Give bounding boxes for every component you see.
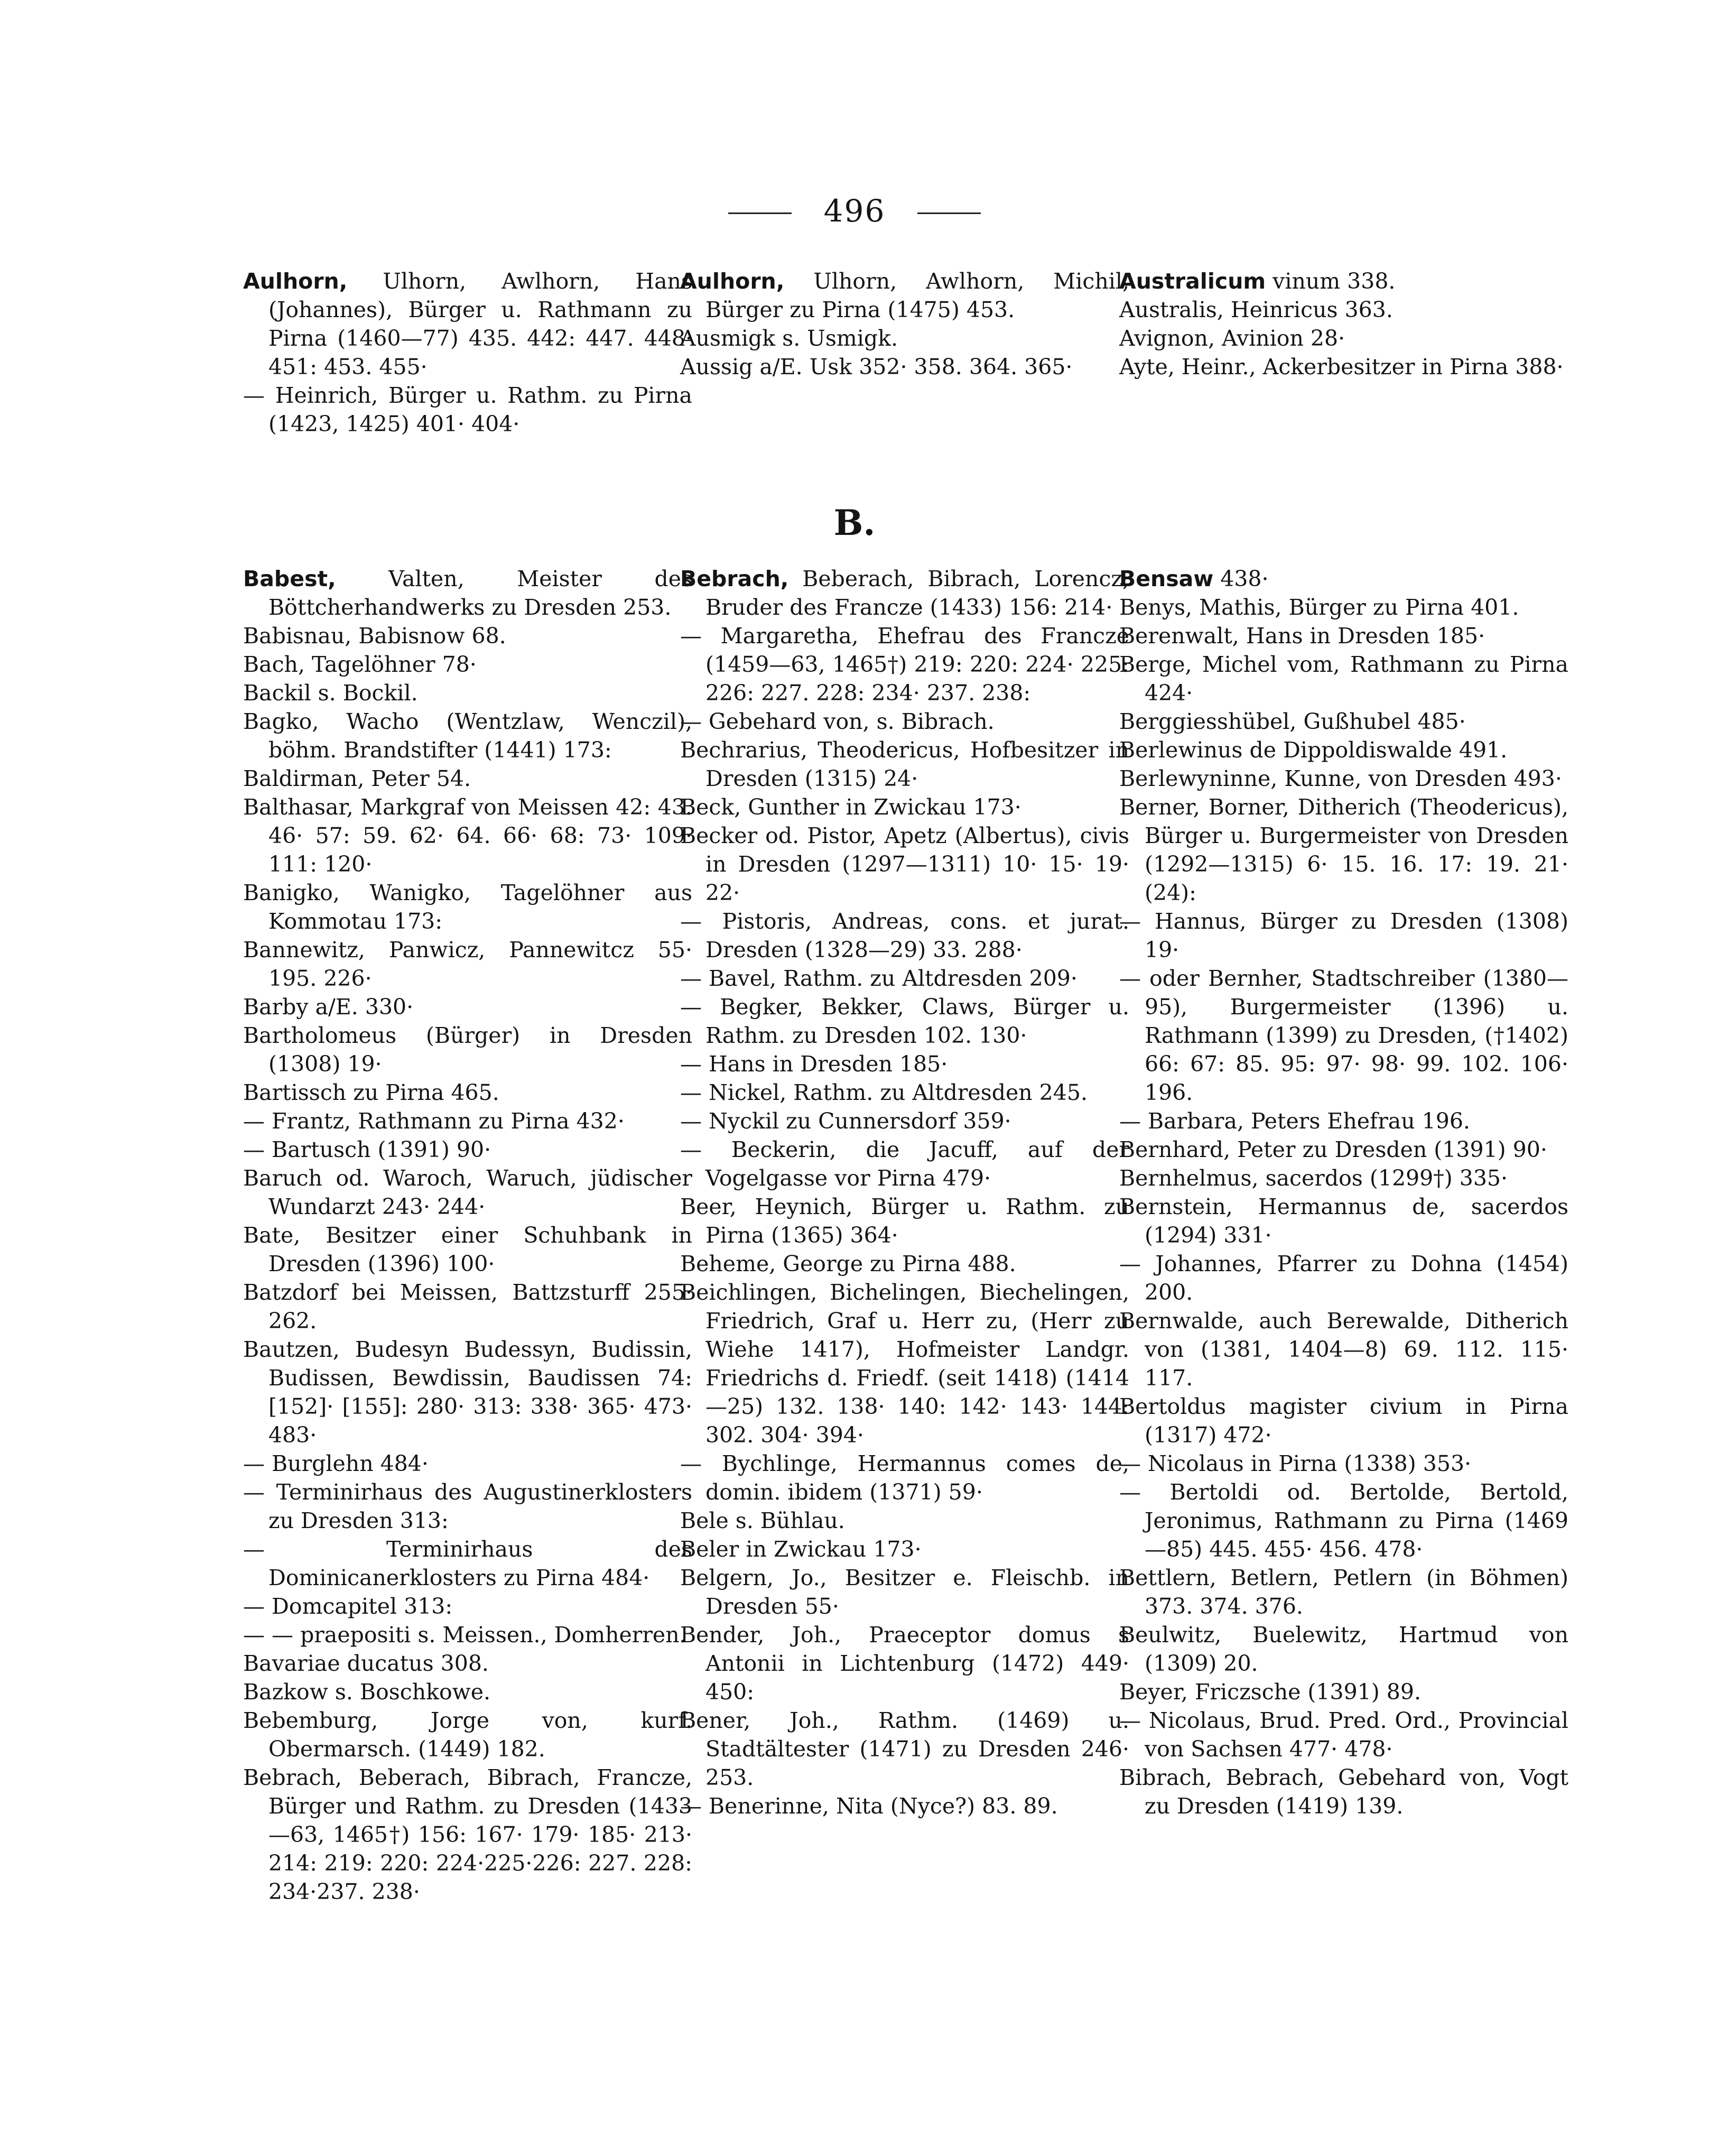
entry-headword: Babest, — [243, 566, 336, 591]
index-entry — [243, 878, 692, 936]
entry-text: — Hans in Dresden 185· — [680, 1051, 948, 1077]
index-entry — [1119, 1478, 1568, 1563]
index-entry — [243, 1278, 692, 1335]
index-entry — [680, 707, 1129, 736]
index-entry — [1119, 565, 1568, 593]
index-entry — [1119, 353, 1568, 381]
index-entry — [243, 1678, 692, 1706]
index-entry — [680, 1078, 1129, 1107]
entry-text: Berge, Michel vom, Rathmann zu Pirna 424· — [1119, 652, 1568, 706]
entry-text: Bartissch zu Pirna 465. — [243, 1080, 499, 1105]
index-entry — [680, 1563, 1129, 1621]
entry-text: Babisnau, Babisnow 68. — [243, 623, 506, 649]
entry-text: Banigko, Wanigko, Tagelöhner aus Kommotau 173: — [243, 880, 692, 934]
entry-text: Berner, Borner, Ditherich (Theodericus), Bürger u. Burgermeister von Dresden (1292—1315) 6· 15. 16. 17: 19. 21· (24): — [1119, 794, 1568, 905]
entry-text: — Frantz, Rathmann zu Pirna 432· — [243, 1108, 625, 1134]
entry-text: Bernwalde, auch Berewalde, Ditherich von (1381, 1404—8) 69. 112. 115· 117. — [1119, 1308, 1568, 1391]
entry-text: Bettlern, Betlern, Petlern (in Böhmen) 373. 374. 376. — [1119, 1565, 1568, 1619]
index-entry — [1119, 1307, 1568, 1392]
entry-text: Bernstein, Hermannus de, sacerdos (1294) 331· — [1119, 1194, 1568, 1248]
entry-text: Ulhorn, Awlhorn, Michil, Bürger zu Pirna (1475) 453. — [705, 269, 1129, 322]
entry-text: — Terminirhaus des Augustinerklosters zu Dresden 313: — [243, 1479, 692, 1533]
entry-text: Beberach, Bibrach, Lorencz, Bruder des Francze (1433) 156: 214· — [705, 566, 1129, 620]
index-entry — [243, 622, 692, 650]
index-entry — [1119, 1107, 1568, 1135]
index-entry — [680, 1792, 1129, 1820]
entry-text: Beler in Zwickau 173· — [680, 1537, 922, 1562]
index-entry — [680, 821, 1129, 907]
index-entry — [680, 964, 1129, 993]
entry-text: — Heinrich, Bürger u. Rathm. zu Pirna (1423, 1425) 401· 404· — [243, 383, 692, 437]
index-entry — [1119, 793, 1568, 907]
entry-text: Valten, Meister des Böttcherhandwerks zu Dresden 253. — [268, 566, 692, 620]
index-entry — [680, 1449, 1129, 1506]
index-entry — [1119, 1678, 1568, 1706]
index-entry — [1119, 1250, 1568, 1307]
main-column-3 — [1119, 565, 1568, 1820]
entry-text: Becker od. Pistor, Apetz (Albertus), civis in Dresden (1297—1311) 10· 15· 19· 22· — [680, 823, 1129, 905]
entry-text: Ayte, Heinr., Ackerbesitzer in Pirna 388· — [1119, 354, 1564, 380]
index-entry — [243, 565, 692, 622]
index-entry — [680, 736, 1129, 793]
entry-headword: Aulhorn, — [680, 269, 785, 294]
index-entry — [1119, 1706, 1568, 1763]
index-entry — [680, 267, 1129, 324]
index-entry — [1119, 1392, 1568, 1449]
entry-text: Berenwalt, Hans in Dresden 185· — [1119, 623, 1485, 649]
index-entry — [1119, 295, 1568, 324]
entry-text: Barby a/E. 330· — [243, 994, 414, 1020]
entry-text: Baruch od. Waroch, Waruch, jüdischer Wundarzt 243· 244· — [243, 1165, 692, 1219]
index-entry — [1119, 1164, 1568, 1192]
index-entry — [243, 679, 692, 707]
index-entry — [243, 1078, 692, 1107]
index-entry — [1119, 1192, 1568, 1250]
index-entry — [1119, 1763, 1568, 1820]
entry-text: Bernhard, Peter zu Dresden (1391) 90· — [1119, 1137, 1547, 1162]
index-entry — [1119, 736, 1568, 764]
entry-text: Batzdorf bei Meissen, Battzsturff 255· 262. — [243, 1280, 692, 1334]
index-entry — [1119, 1563, 1568, 1621]
entry-text: Bavariae ducatus 308. — [243, 1651, 489, 1676]
entry-text: — Nicolaus, Brud. Pred. Ord., Provincial von Sachsen 477· 478· — [1119, 1708, 1568, 1762]
index-entry — [680, 353, 1129, 381]
entry-text: Aussig a/E. Usk 352· 358. 364. 365· — [680, 354, 1073, 380]
entry-text: — Pistoris, Andreas, cons. et jurat. Dresden (1328—29) 33. 288· — [680, 909, 1129, 963]
entry-text: 438· — [1213, 566, 1269, 591]
entry-text: Bele s. Bühlau. — [680, 1508, 845, 1533]
index-entry — [680, 622, 1129, 707]
index-entry — [680, 1192, 1129, 1250]
entry-text: Bautzen, Budesyn Budessyn, Budissin, Budissen, Bewdissin, Baudissen 74: [152]· [155]: 280· 313: 338· 365· 473· 483· — [243, 1337, 692, 1448]
entry-text: Balthasar, Markgraf von Meissen 42: 43. 46· 57: 59. 62· 64. 66· 68: 73· 109· 111: 120· — [243, 794, 692, 877]
entry-text: Berggiesshübel, Gußhubel 485· — [1119, 709, 1466, 734]
entry-text: — Nickel, Rathm. zu Altdresden 245. — [680, 1080, 1088, 1105]
entry-text: Bernhelmus, sacerdos (1299†) 335· — [1119, 1165, 1508, 1191]
index-entry — [680, 1706, 1129, 1792]
index-entry — [680, 1535, 1129, 1563]
index-entry — [1119, 267, 1568, 295]
index-entry — [680, 907, 1129, 964]
index-entry — [680, 1135, 1129, 1192]
top-column-3 — [1119, 267, 1568, 381]
index-entry — [243, 1221, 692, 1278]
entry-text: Bate, Besitzer einer Schuhbank in Dresden (1396) 100· — [243, 1223, 692, 1276]
index-entry — [243, 707, 692, 764]
entry-text: — Bavel, Rathm. zu Altdresden 209· — [680, 966, 1078, 991]
index-entry — [680, 993, 1129, 1050]
index-entry — [680, 1621, 1129, 1706]
entry-text: Berlewyninne, Kunne, von Dresden 493· — [1119, 766, 1562, 791]
entry-text: Bibrach, Bebrach, Gebehard von, Vogt zu Dresden (1419) 139. — [1119, 1765, 1568, 1819]
index-entry — [243, 1763, 692, 1906]
index-entry — [1119, 1449, 1568, 1478]
entry-text: — — praepositi s. Meissen., Domherren. — [243, 1622, 686, 1648]
entry-text: — Domcapitel 313: — [243, 1594, 453, 1619]
index-entry — [243, 993, 692, 1021]
entry-text: — Barbara, Peters Ehefrau 196. — [1119, 1108, 1470, 1134]
index-entry — [243, 936, 692, 993]
entry-text: — oder Bernher, Stadtschreiber (1380—95), Burgermeister (1396) u. Rathmann (1399) zu Dresden, (†1402) 66: 67: 85. 95: 97· 98· 99. 102. 106· 196. — [1119, 966, 1568, 1105]
index-entry — [243, 650, 692, 679]
entry-text: Backil s. Bockil. — [243, 680, 418, 706]
index-entry — [1119, 764, 1568, 793]
index-entry — [243, 1107, 692, 1135]
index-entry — [243, 1449, 692, 1478]
entry-text: Benys, Mathis, Bürger zu Pirna 401. — [1119, 595, 1519, 620]
entry-text: Beer, Heynich, Bürger u. Rathm. zu Pirna (1365) 364· — [680, 1194, 1129, 1248]
index-entry — [243, 1478, 692, 1535]
entry-text: Bechrarius, Theodericus, Hofbesitzer in Dresden (1315) 24· — [680, 737, 1129, 791]
entry-text: — Terminirhaus des Dominicanerklosters zu Pirna 484· — [243, 1537, 692, 1590]
entry-text: Bagko, Wacho (Wentzlaw, Wenczil), böhm. Brandstifter (1441) 173: — [243, 709, 692, 763]
index-entry — [1119, 324, 1568, 353]
index-entry — [680, 324, 1129, 353]
index-entry — [680, 565, 1129, 622]
entry-text: — Gebehard von, s. Bibrach. — [680, 709, 995, 734]
index-entry — [243, 1021, 692, 1078]
header-rule-left — [728, 212, 792, 214]
entry-text: Belgern, Jo., Besitzer e. Fleischb. in Dresden 55· — [680, 1565, 1129, 1619]
entry-text: Bener, Joh., Rathm. (1469) u. Stadtältester (1471) zu Dresden 246· 253. — [680, 1708, 1129, 1790]
entry-text: — Beckerin, die Jacuff, auf der Vogelgasse vor Pirna 479· — [680, 1137, 1129, 1191]
index-entry — [680, 1278, 1129, 1449]
index-entry — [243, 1135, 692, 1164]
entry-text: Ulhorn, Awlhorn, Hans (Johannes), Bürger u. Rathmann zu Pirna (1460—77) 435. 442: 447. 448· 451: 453. 455· — [268, 269, 692, 380]
header-rule-right — [917, 212, 981, 214]
page-number: 496 — [823, 193, 886, 229]
index-entry — [1119, 907, 1568, 964]
entry-text: Berlewinus de Dippoldiswalde 491. — [1119, 737, 1508, 763]
index-entry — [1119, 593, 1568, 622]
entry-text: — Benerinne, Nita (Nyce?) 83. 89. — [680, 1793, 1058, 1819]
index-entry — [1119, 1621, 1568, 1678]
entry-text: — Johannes, Pfarrer zu Dohna (1454) 200. — [1119, 1251, 1568, 1305]
index-entry — [243, 267, 692, 381]
entry-text: Bazkow s. Boschkowe. — [243, 1679, 491, 1705]
index-entry — [243, 1592, 692, 1621]
entry-text: Australis, Heinricus 363. — [1119, 297, 1393, 322]
entry-text: Bach, Tagelöhner 78· — [243, 652, 477, 677]
entry-text: Beulwitz, Buelewitz, Hartmud von (1309) 20. — [1119, 1622, 1568, 1676]
index-entry — [680, 793, 1129, 821]
entry-headword: Bebrach, — [680, 566, 789, 591]
entry-text: Bertoldus magister civium in Pirna (1317) 472· — [1119, 1394, 1568, 1448]
top-column-2 — [680, 267, 1129, 381]
entry-text: — Margaretha, Ehefrau des Francze (1459—63, 1465†) 219: 220: 224· 225: 226: 227. 228: 234· 237. 238: — [680, 623, 1129, 706]
index-entry — [680, 1506, 1129, 1535]
index-entry — [243, 1164, 692, 1221]
entry-text: — Burglehn 484· — [243, 1451, 429, 1476]
entry-text: — Bertoldi od. Bertolde, Bertold, Jeronimus, Rathmann zu Pirna (1469—85) 445. 455· 456. 478· — [1119, 1479, 1568, 1562]
entry-text: Beyer, Friczsche (1391) 89. — [1119, 1679, 1421, 1705]
main-column-2 — [680, 565, 1129, 1820]
index-entry — [1119, 622, 1568, 650]
entry-text: Beck, Gunther in Zwickau 173· — [680, 794, 1021, 820]
entry-text: — Hannus, Bürger zu Dresden (1308) 19· — [1119, 909, 1568, 963]
index-entry — [243, 381, 692, 438]
index-entry — [243, 793, 692, 878]
index-entry — [243, 1621, 692, 1649]
index-entry — [243, 1535, 692, 1592]
index-entry — [243, 1706, 692, 1763]
entry-text: vinum 338. — [1266, 269, 1396, 294]
index-entry — [680, 1107, 1129, 1135]
index-entry — [1119, 1135, 1568, 1164]
index-entry — [243, 1649, 692, 1678]
entry-text: Beheme, George zu Pirna 488. — [680, 1251, 1016, 1276]
index-entry — [243, 764, 692, 793]
entry-text: Bender, Joh., Praeceptor domus s Antonii in Lichtenburg (1472) 449· 450: — [680, 1622, 1129, 1705]
entry-text: Bartholomeus (Bürger) in Dresden (1308) 19· — [243, 1023, 692, 1077]
entry-text: — Bartusch (1391) 90· — [243, 1137, 491, 1162]
entry-text: Baldirman, Peter 54. — [243, 766, 471, 791]
index-entry — [243, 1335, 692, 1449]
index-entry — [1119, 707, 1568, 736]
index-entry — [680, 1050, 1129, 1078]
section-heading: B. — [833, 502, 876, 543]
index-entry — [680, 1250, 1129, 1278]
entry-text: — Nyckil zu Cunnersdorf 359· — [680, 1108, 1011, 1134]
entry-text: Bannewitz, Panwicz, Pannewitcz 55· 195. 226· — [243, 937, 692, 991]
entry-text: Avignon, Avinion 28· — [1119, 326, 1345, 351]
entry-text: Bebrach, Beberach, Bibrach, Francze, Bürger und Rathm. zu Dresden (1433—63, 1465†) 156: 167· 179· 185· 213· 214: 219: 220: 224·225·226: 227. 228: 234·237. 238· — [243, 1765, 692, 1904]
entry-headword: Australicum — [1119, 269, 1266, 294]
entry-text: Bebemburg, Jorge von, kurf. Obermarsch. (1449) 182. — [243, 1708, 692, 1762]
main-column-1 — [243, 565, 692, 1906]
entry-text: Ausmigk s. Usmigk. — [680, 326, 898, 351]
entry-text: — Bychlinge, Hermannus comes de, domin. ibidem (1371) 59· — [680, 1451, 1129, 1505]
page-header — [0, 193, 1709, 229]
entry-text: — Begker, Bekker, Claws, Bürger u. Rathm. zu Dresden 102. 130· — [680, 994, 1129, 1048]
index-entry — [1119, 650, 1568, 707]
top-column-1 — [243, 267, 692, 438]
entry-headword: Aulhorn, — [243, 269, 348, 294]
entry-headword: Bensaw — [1119, 566, 1214, 591]
index-entry — [1119, 964, 1568, 1107]
entry-text: — Nicolaus in Pirna (1338) 353· — [1119, 1451, 1472, 1476]
entry-text: Beichlingen, Bichelingen, Biechelingen, Friedrich, Graf u. Herr zu, (Herr zu Wiehe 1417), Hofmeister Landgr. Friedrichs d. Friedf. (seit 1418) (1414—25) 132. 138· 140: 142· 143· 144: 302. 304· 394· — [680, 1280, 1129, 1448]
